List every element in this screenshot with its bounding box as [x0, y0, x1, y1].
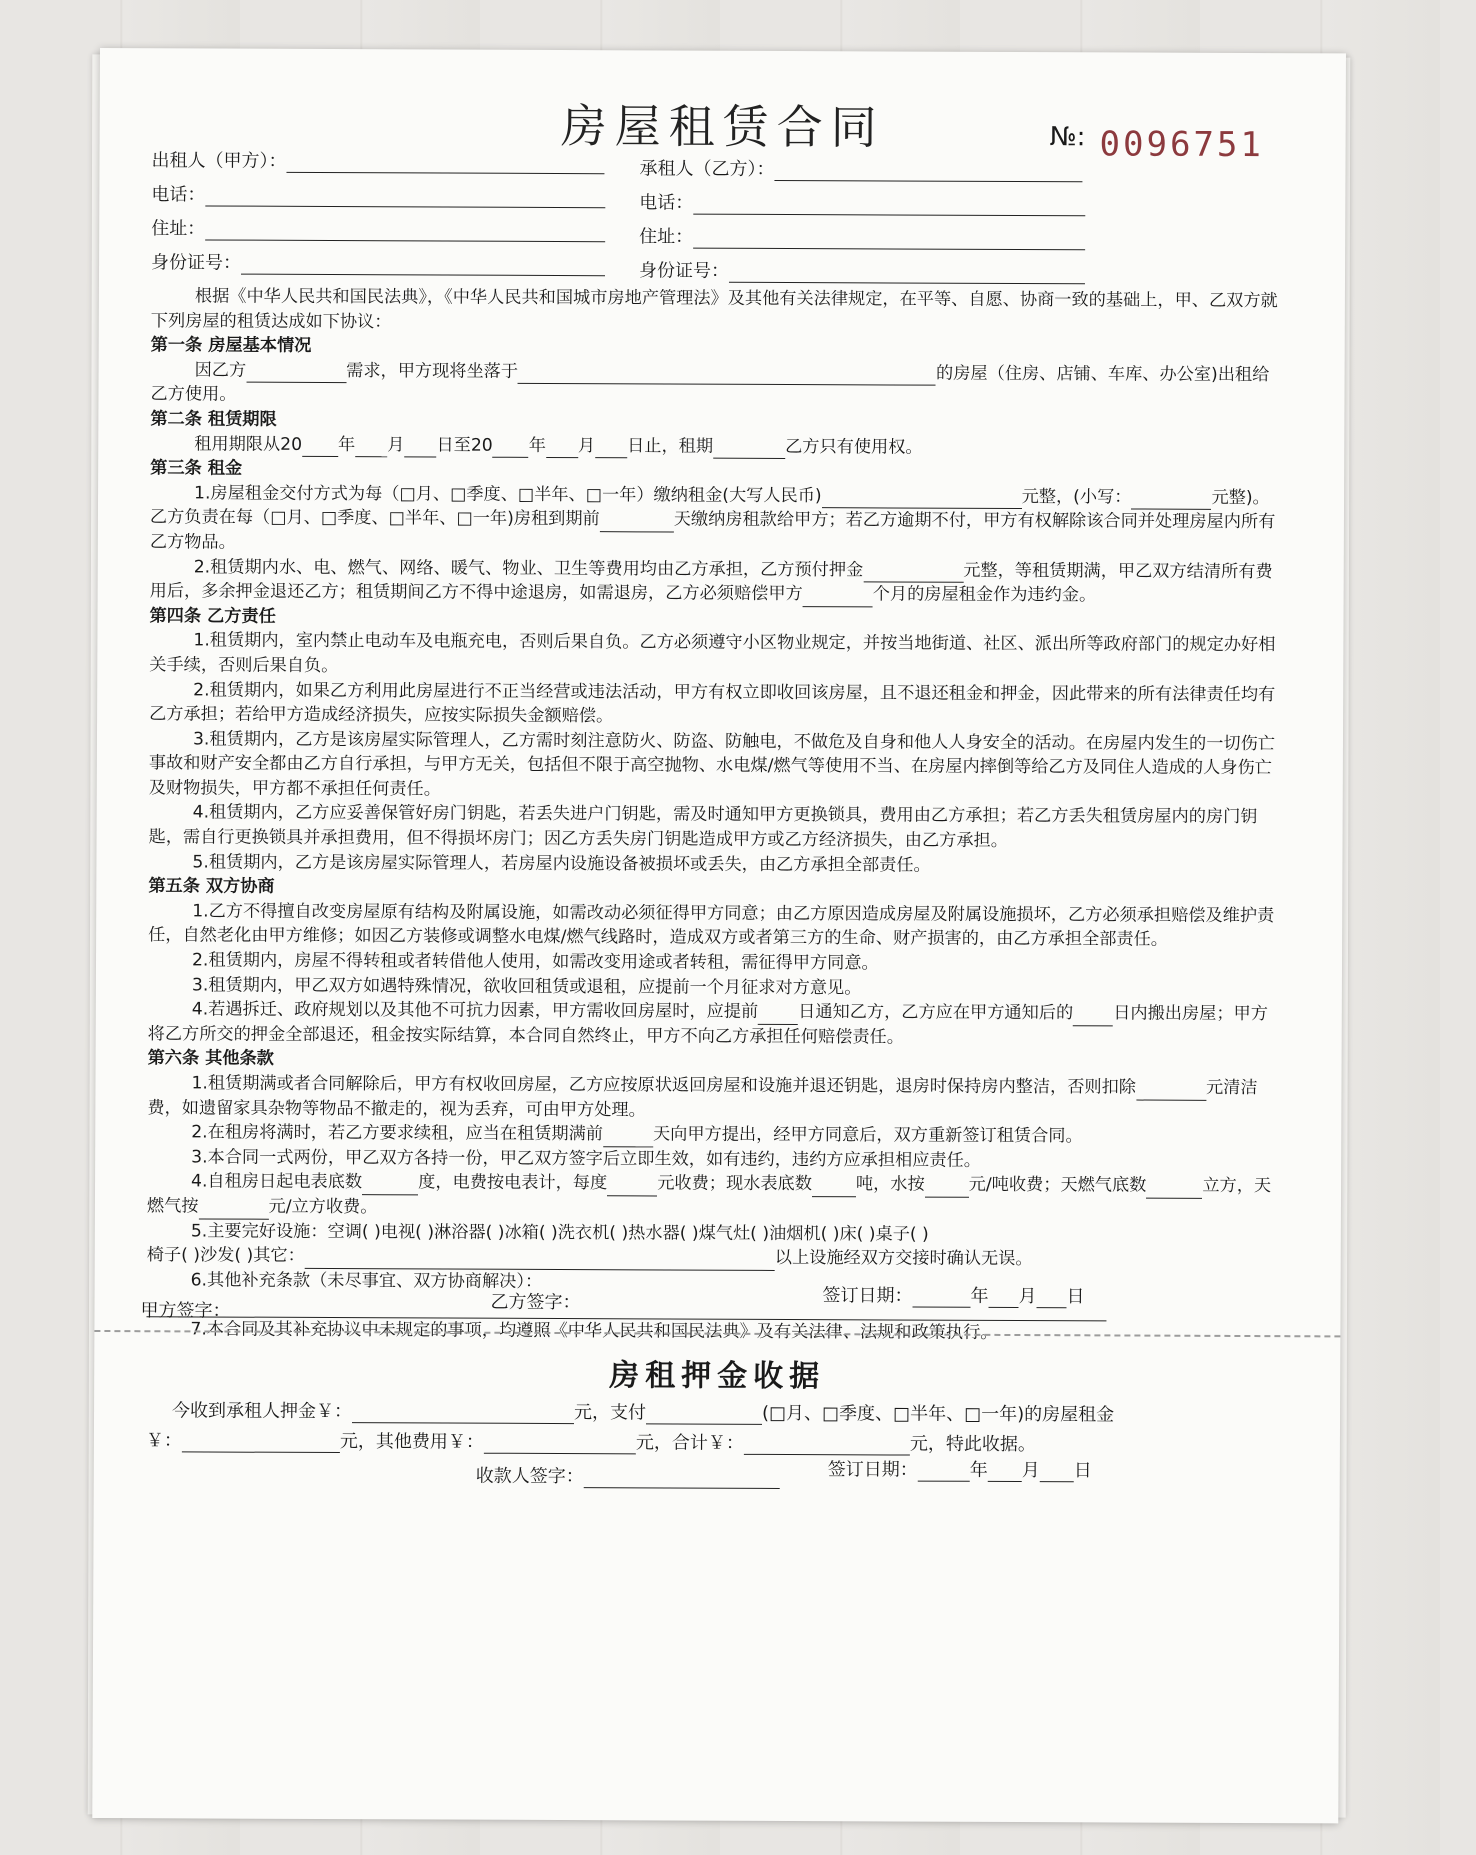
- start-day-field[interactable]: [404, 440, 436, 457]
- tenant-address-field[interactable]: [693, 230, 1085, 251]
- signing-date: 签订日期： 年 月 日: [822, 1285, 1085, 1308]
- receipt-month-field[interactable]: [988, 1465, 1022, 1482]
- article-5-clause-4: 4.若遇拆迁、政府规划以及其他不可抗力因素，甲方需收回房屋时，应提前 日通知乙方，乙方应在甲方通知后的 日内搬出房屋；甲方将乙方所交的押金全部退还，租金按实际结算，本合同自然终止，甲方不向乙方承担任何赔偿责任。: [147, 999, 1268, 1048]
- receipt-date: 签订日期： 年 月 日: [827, 1459, 1092, 1482]
- article-5-clause-3: 3.租赁期内，甲乙双方如遇特殊情况，欲收回租赁或退租，应提前一个月征求对方意见。: [191, 975, 862, 998]
- article-4-clause-1: 1.租赁期内，室内禁止电动车及电瓶充电，否则后果自负。乙方必须遵守小区物业规定，并按当地街道、社区、派出所等政府部门的规定办好相关手续，否则后果自负。: [149, 630, 1276, 676]
- tenant-signature[interactable]: 乙方签字：: [490, 1291, 581, 1314]
- article-6-clause-3: 3.本合同一式两份，甲乙双方各持一份，甲乙双方签字后立即生效，如有违约，违约方应承担相应责任。: [191, 1147, 982, 1171]
- receipt-year-field[interactable]: [918, 1465, 970, 1482]
- lease-term-field[interactable]: [713, 442, 785, 459]
- receipt-title: 房租押金收据: [609, 1358, 826, 1395]
- article-1-text: 因乙方 需求，甲方现将坐落于 的房屋（住房、店铺、车库、办公室)出租给乙方使用。: [150, 360, 1270, 405]
- landlord-name-row: [151, 146, 604, 174]
- article-2-text: 租用期限从20 年 月 日至20 年 月 日止，租期 乙方只有使用权。: [194, 433, 923, 458]
- landlord-phone-row: [151, 180, 605, 208]
- end-month-field[interactable]: [546, 441, 578, 458]
- article-5-clause-2: 2.租赁期内，房屋不得转租或者转借他人使用，如需改变用途或者转租，需征得甲方同意。: [191, 950, 879, 974]
- serial-number: 0096751: [1099, 124, 1264, 166]
- tenant-name-label: 承租人（乙方）：: [639, 158, 775, 180]
- article-5-clause-1: 1.乙方不得擅自改变房屋原有结构及附属设施，如需改动必须征得甲方同意；由乙方原因造成房屋及附属设施损坏，乙方必须承担赔偿及维护责任，自然老化由甲方维修；如因乙方装修或调整水电煤/燃气线路时，造成双方或者第三方的生命、财产损害的，由乙方承担全部责任。: [148, 901, 1275, 951]
- article-6-clause-5-cont: 椅子( )沙发( )其它： 以上设施经双方交接时确认无误。: [146, 1245, 1033, 1270]
- landlord-address-label: 住址：: [151, 218, 206, 240]
- cleaning-fee-field[interactable]: [1136, 1083, 1206, 1100]
- article-2-heading: 第二条 租赁期限: [150, 409, 277, 430]
- article-5-heading: 第五条 双方协商: [148, 876, 275, 898]
- article-4-heading: 第四条 乙方责任: [149, 605, 276, 627]
- article-6-clause-2: 2.在租房将满时，若乙方要求续租，应当在租赁期满前 天向甲方提出，经甲方同意后，双方重新签订租赁合同。: [191, 1122, 1083, 1147]
- preamble: 根据《中华人民共和国民法典》，《中华人民共和国城市房地产管理法》及其他有关法律规定，在平等、自愿、协商一致的基础上，甲、乙双方就下列房屋的租赁达成如下协议：: [150, 286, 1278, 332]
- tenant-phone-label: 电话：: [639, 192, 694, 214]
- article-4-clause-3: 3.租赁期内，乙方是该房屋实际管理人，乙方需时刻注意防火、防盗、防触电，不做危及自身和他人人身安全的活动。在房屋内发生的一切伤亡事故和财产安全都由乙方自行承担，与甲方无关，包括但不限于高空抛物、水电煤/燃气等使用不当、在房屋内摔倒等给乙方及同住人造成的人身伤亡及财物损失，甲方都不承担任何责任。: [148, 729, 1276, 800]
- landlord-signature[interactable]: 甲方签字：: [140, 1300, 231, 1322]
- article-6-clause-1: 1.租赁期满或者合同解除后，甲方有权收回房屋，乙方应按原状返回房屋和设施并退还钥匙，退房时保持房内整洁，否则扣除 元清洁费，如遗留家具杂物等物品不撤走的，视为丢弃，可由甲方处理。: [147, 1073, 1258, 1120]
- rent-amount-capital-field[interactable]: [822, 491, 1022, 509]
- rent-amount-figure-field[interactable]: [1131, 493, 1211, 510]
- penalty-months-field[interactable]: [803, 590, 873, 607]
- receipt-period-field[interactable]: [646, 1407, 762, 1425]
- landlord-name-label: 出租人（甲方）：: [151, 150, 287, 172]
- landlord-id-row: [151, 248, 605, 276]
- sign-month-field[interactable]: [989, 1291, 1019, 1308]
- landlord-phone-label: 电话：: [151, 184, 206, 206]
- article-3-clause-1: 1.房屋租金交付方式为每（□月、□季度、□半年、□一年）缴纳租金(大写人民币) 元整，(小写： 元整)。乙方负责在每（□月、□季度、□半年、□一年)房租到期前 天缴纳房租款给甲方；若乙方逾期不付，甲方有权解除该合同并处理房屋内所有乙方物品。: [149, 483, 1276, 553]
- electric-meter-field[interactable]: [362, 1178, 418, 1195]
- tenant-phone-field[interactable]: [693, 196, 1085, 217]
- document-title: 房屋租赁合同: [560, 99, 885, 155]
- deposit-amount-field[interactable]: [863, 565, 963, 582]
- article-6-clause-5: 5.主要完好设施：空调( )电视( )淋浴器( )冰箱( )洗衣机( )热水器( )煤气灶( )油烟机( )床( )桌子( ): [190, 1220, 929, 1245]
- start-year-field[interactable]: [302, 440, 338, 457]
- moveout-days-field[interactable]: [1073, 1009, 1113, 1026]
- sign-day-field[interactable]: [1037, 1291, 1067, 1308]
- water-price-field[interactable]: [925, 1181, 969, 1198]
- contract-sheet: [92, 48, 1346, 1823]
- landlord-id-label: 身份证号：: [151, 252, 242, 274]
- tenant-address-row: [639, 222, 1085, 250]
- article-1-heading: 第一条 房屋基本情况: [150, 335, 312, 357]
- tenant-id-row: [639, 256, 1085, 284]
- electric-price-field[interactable]: [607, 1179, 657, 1196]
- sign-year-field[interactable]: [913, 1291, 971, 1308]
- receipt-line-1: 今收到承租人押金￥： 元，支付 (□月、□季度、□半年、□一年)的房屋租金: [172, 1400, 1115, 1426]
- tenant-name-row: [639, 154, 1082, 182]
- serial-label: №:: [1049, 122, 1086, 153]
- payment-days-field[interactable]: [600, 515, 674, 532]
- landlord-id-field[interactable]: [241, 256, 605, 277]
- receipt-payee: 收款人签字：: [476, 1462, 780, 1489]
- article-6-clause-7: 7.本合同及其补充协议中未规定的事项，均遵照《中华人民共和国民法典》及有关法律、法规和政策执行。: [190, 1319, 998, 1343]
- contract-body: [146, 284, 1279, 1346]
- property-location-field[interactable]: [518, 367, 936, 386]
- landlord-address-field[interactable]: [205, 221, 605, 242]
- article-3-heading: 第三条 租金: [150, 458, 243, 479]
- article-6-clause-6: 6.其他补充条款（未尽事宜、双方协商解决）：: [190, 1270, 543, 1292]
- article-4-clause-2: 2.租赁期内，如果乙方利用此房屋进行不正当经营或违法活动，甲方有权立即收回该房屋，且不退还租金和押金，因此带来的所有法律责任均有乙方承担；若给甲方造成经济损失，应按实际损失金额赔偿。: [149, 679, 1276, 727]
- tenant-phone-row: [639, 188, 1085, 216]
- receipt-deposit-field[interactable]: [352, 1406, 574, 1424]
- other-facilities-field[interactable]: [305, 1252, 775, 1271]
- water-meter-field[interactable]: [812, 1180, 856, 1197]
- article-3-clause-2: 2.租赁期内水、电、燃气、网络、暖气、物业、卫生等费用均由乙方承担，乙方预付押金 元整，等租赁期满，甲乙双方结清所有费用后，多余押金退还乙方；租赁期间乙方不得中途退房，如需退房，乙方必须赔偿甲方 个月的房屋租金作为违约金。: [149, 556, 1273, 606]
- payee-signature-field[interactable]: [584, 1471, 780, 1489]
- notice-days-field[interactable]: [758, 1008, 798, 1025]
- article-4-clause-5: 5.租赁期内，乙方是该房屋实际管理人，若房屋内设施设备被损坏或丢失，由乙方承担全部责任。: [192, 852, 931, 876]
- receipt-total-field[interactable]: [744, 1438, 910, 1456]
- end-year-field[interactable]: [493, 441, 529, 458]
- landlord-name-field[interactable]: [286, 154, 604, 174]
- tenant-address-label: 住址：: [639, 226, 694, 248]
- article-6-heading: 第六条 其他条款: [147, 1048, 274, 1070]
- receipt-line-2: ￥： 元，其他费用￥： 元，合计￥： 元，特此收据。: [145, 1430, 1036, 1456]
- article-4-clause-4: 4.租赁期内，乙方应妥善保管好房门钥匙，若丢失进户门钥匙，需及时通知甲方更换锁具，费用由乙方承担；若乙方丢失租赁房屋内的房门钥匙，需自行更换锁具并承担费用，但不得损坏房门；因乙方丢失房门钥匙造成甲方或乙方经济损失，由乙方承担。: [148, 802, 1258, 852]
- article-6-clause-4: 4.自租房日起电表底数 度，电费按电表计，每度 元收费；现水表底数 吨，水按 元/吨收费；天燃气底数 立方，天燃气按 元/立方收费。: [147, 1170, 1275, 1224]
- start-month-field[interactable]: [355, 440, 387, 457]
- need-field[interactable]: [246, 366, 346, 383]
- gas-meter-field[interactable]: [1146, 1182, 1202, 1199]
- gas-price-field[interactable]: [198, 1202, 268, 1219]
- receipt-rent-field[interactable]: [182, 1435, 340, 1453]
- renewal-days-field[interactable]: [603, 1130, 653, 1147]
- landlord-phone-field[interactable]: [205, 187, 605, 208]
- receipt-day-field[interactable]: [1040, 1465, 1074, 1482]
- end-day-field[interactable]: [595, 441, 627, 458]
- receipt-other-fee-field[interactable]: [484, 1437, 636, 1455]
- tenant-name-field[interactable]: [774, 162, 1082, 182]
- tenant-id-label: 身份证号：: [638, 260, 730, 282]
- tenant-id-field[interactable]: [729, 264, 1085, 285]
- landlord-address-row: [151, 214, 605, 242]
